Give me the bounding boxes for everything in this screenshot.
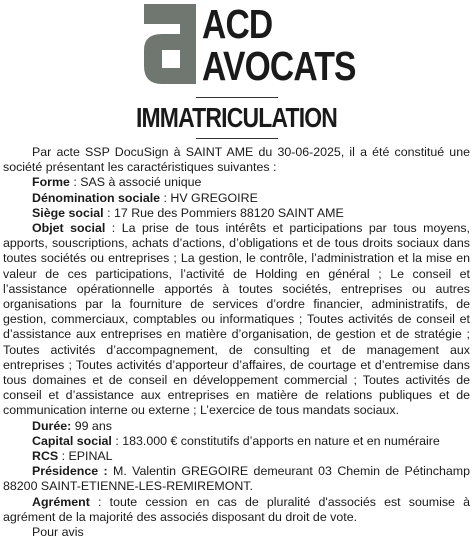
field-rcs <box>3 449 470 464</box>
field-value: HV GREGOIRE <box>170 190 258 205</box>
acd-avocats-logo <box>140 1 356 89</box>
field-label: Dénomination sociale <box>32 190 161 205</box>
field-value: M. Valentin GREGOIRE demeurant 03 Chemin de Pétinchamp 88200 SAINT-ETIENNE-LES-REMIREMONT. <box>3 464 470 494</box>
title-rule-bottom <box>196 138 278 139</box>
notice-body <box>3 145 470 540</box>
field-label: Siège social <box>32 205 104 220</box>
field-value: SAS à associé unique <box>80 175 202 190</box>
field-value: La prise de tous intérêts et participations par tous moyens, apports, souscriptions, achats d’actions, d’obligations et de tous droits sociaux dans toutes sociétés ou entreprises ; La gestion, le contrôle, l’administration et la mise en valeur de ces participations, l’activité de Holding en général ; Le conseil et l’assistance opérationnelle apportés à toutes sociétés, entreprises ou autres organisations par la fourniture de services d’ordre financier, administratifs, de gestion, commerciaux, comptables ou informatiques ; Toutes activités de conseil et d’assistance aux entreprises en matière d’organisation, de gestion et de stratégie ; Toutes activités d’accompagnement, de consulting et de management aux entreprises ; Toutes activités d’apporteur d’affaires, de courtage et d’entremise dans tous domaines et de conseil en développement commercial ; Toutes activités de conseil et d’assistance aux entreprises en matière de relations publiques et de communication interne ou externe ; L’exercice de tous mandats sociaux. <box>3 221 470 418</box>
field-duree <box>3 419 470 434</box>
field-sep: : <box>111 433 123 448</box>
field-sep: : <box>58 449 69 464</box>
field-label: Forme <box>32 175 70 190</box>
field-value: toute cession en cas de pluralité d'associés est soumise à agrément de la majorité des associés disposant du droit de vote. <box>3 494 470 524</box>
closing-line: Pour avis <box>32 525 84 540</box>
logo-mark-icon <box>140 2 200 86</box>
field-sep: : <box>89 494 110 509</box>
field-label: Objet social <box>32 221 106 236</box>
field-value: 17 Rue des Pommiers 88120 SAINT AME <box>113 205 344 220</box>
field-forme <box>3 175 470 190</box>
field-value: 183.000 € constitutifs d’apports en nature et en numéraire <box>122 433 440 448</box>
field-label: Capital social <box>32 433 112 448</box>
field-objet <box>3 221 470 419</box>
field-sep: : <box>69 175 81 190</box>
field-sep: : <box>105 221 122 236</box>
field-sep: : <box>103 205 114 220</box>
intro-paragraph: Par acte SSP DocuSign à SAINT AME du 30-06-2025, il a été constitué une société présentant les caractéristiques suivantes : <box>3 145 470 175</box>
field-label: Présidence : <box>32 464 108 479</box>
field-value: 99 ans <box>74 418 112 433</box>
field-presidence <box>3 464 470 494</box>
page-title: IMMATRICULATION <box>135 102 338 133</box>
field-label: Durée: <box>32 418 72 433</box>
field-siege <box>3 206 470 221</box>
field-denomination <box>3 191 470 206</box>
field-label: Agrément <box>32 494 90 509</box>
field-sep: : <box>160 190 171 205</box>
logo-wordmark <box>202 1 389 89</box>
logo-line-acd: ACD <box>202 1 273 47</box>
title-rule-top <box>196 97 278 98</box>
field-label: RCS <box>32 449 59 464</box>
field-agrement <box>3 495 470 525</box>
field-capital <box>3 434 470 449</box>
logo-line-avocats: AVOCATS <box>202 43 356 89</box>
field-value: EPINAL <box>68 449 113 464</box>
